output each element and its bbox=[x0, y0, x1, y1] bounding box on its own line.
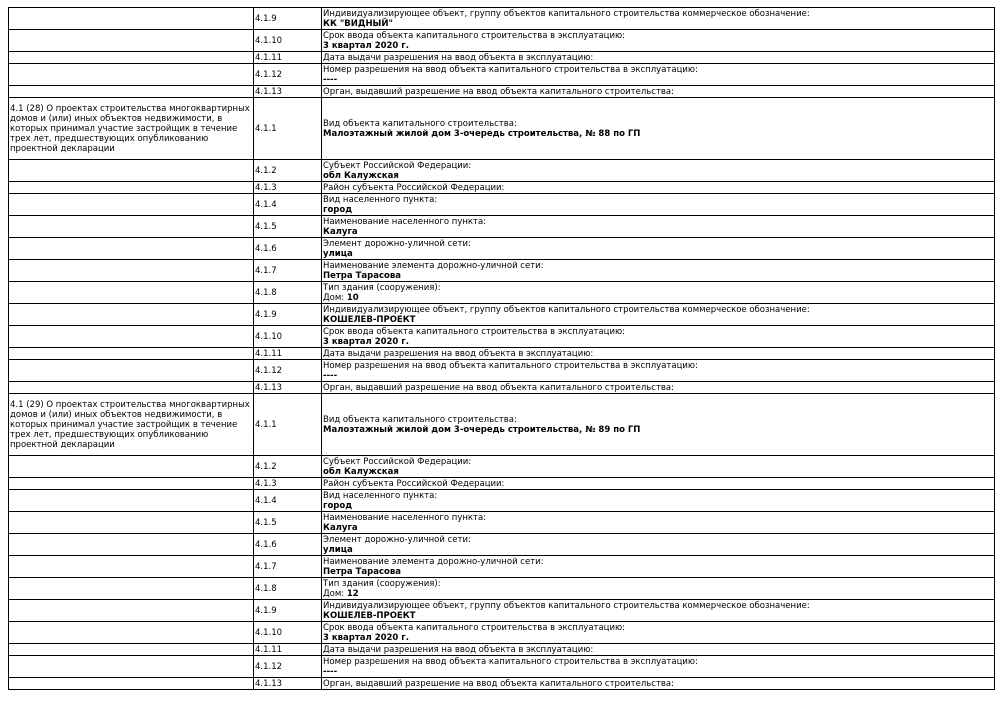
table-row bbox=[9, 238, 995, 260]
table-row bbox=[9, 348, 995, 360]
item-code: 4.1.9 bbox=[254, 304, 322, 326]
item-code: 4.1.7 bbox=[254, 556, 322, 578]
item-content bbox=[322, 30, 995, 52]
declaration-table bbox=[8, 7, 995, 690]
item-code: 4.1.13 bbox=[254, 382, 322, 394]
item-label: Вид объекта капитального строительства: bbox=[323, 414, 517, 425]
item-code: 4.1.13 bbox=[254, 678, 322, 690]
house-line bbox=[323, 589, 993, 599]
item-label: Индивидуализирующее объект, группу объектов капитального строительства коммерческое обозначение: bbox=[323, 8, 810, 19]
item-label: Субъект Российской Федерации: bbox=[323, 456, 472, 467]
table-row bbox=[9, 456, 995, 478]
item-code: 4.1.2 bbox=[254, 456, 322, 478]
table-row bbox=[9, 282, 995, 304]
item-label: Орган, выдавший разрешение на ввод объекта капитального строительства: bbox=[323, 382, 675, 393]
item-code: 4.1.3 bbox=[254, 478, 322, 490]
item-label: Субъект Российской Федерации: bbox=[323, 160, 472, 171]
item-code: 4.1.5 bbox=[254, 216, 322, 238]
item-content bbox=[322, 282, 995, 304]
table-row bbox=[9, 64, 995, 86]
item-code: 4.1.12 bbox=[254, 656, 322, 678]
item-value: город bbox=[323, 500, 353, 511]
section-cell bbox=[9, 578, 254, 600]
item-content bbox=[322, 260, 995, 282]
item-content bbox=[322, 490, 995, 512]
item-content bbox=[322, 182, 995, 194]
table-row bbox=[9, 52, 995, 64]
item-content bbox=[322, 382, 995, 394]
item-code: 4.1.8 bbox=[254, 282, 322, 304]
section-cell bbox=[9, 182, 254, 194]
item-value: Малоэтажный жилой дом 3-очередь строительства, № 89 по ГП bbox=[323, 424, 641, 435]
section-cell bbox=[9, 556, 254, 578]
table-row bbox=[9, 656, 995, 678]
item-value: Петра Тарасова bbox=[323, 270, 401, 281]
section-cell bbox=[9, 64, 254, 86]
item-code: 4.1.11 bbox=[254, 348, 322, 360]
item-code: 4.1.12 bbox=[254, 64, 322, 86]
section-cell bbox=[9, 478, 254, 490]
item-label: Наименование элемента дорожно-уличной сети: bbox=[323, 556, 544, 567]
item-code: 4.1.10 bbox=[254, 30, 322, 52]
item-code: 4.1.10 bbox=[254, 622, 322, 644]
section-cell bbox=[9, 260, 254, 282]
item-label: Номер разрешения на ввод объекта капитального строительства в эксплуатацию: bbox=[323, 64, 698, 75]
item-label: Номер разрешения на ввод объекта капитального строительства в эксплуатацию: bbox=[323, 360, 698, 371]
item-content bbox=[322, 216, 995, 238]
house-label: Дом: bbox=[323, 292, 345, 303]
item-label: Вид объекта капитального строительства: bbox=[323, 118, 517, 129]
table-row bbox=[9, 678, 995, 690]
section-cell bbox=[9, 8, 254, 30]
item-label: Тип здания (сооружения): bbox=[323, 282, 441, 293]
item-label: Вид населенного пункта: bbox=[323, 490, 438, 501]
item-content bbox=[322, 478, 995, 490]
item-label: Район субъекта Российской Федерации: bbox=[323, 478, 505, 489]
item-value: ---- bbox=[323, 74, 338, 85]
item-value: 3 квартал 2020 г. bbox=[323, 336, 409, 347]
item-code: 4.1.1 bbox=[254, 98, 322, 160]
item-label: Вид населенного пункта: bbox=[323, 194, 438, 205]
item-code: 4.1.9 bbox=[254, 8, 322, 30]
house-number: 12 bbox=[346, 588, 359, 599]
table-row bbox=[9, 394, 995, 456]
item-content bbox=[322, 98, 995, 160]
item-label: Наименование элемента дорожно-уличной сети: bbox=[323, 260, 544, 271]
item-code: 4.1.1 bbox=[254, 394, 322, 456]
item-label: Наименование населенного пункта: bbox=[323, 512, 487, 523]
item-value: КК "ВИДНЫЙ" bbox=[323, 18, 393, 29]
item-label: Тип здания (сооружения): bbox=[323, 578, 441, 589]
table-row bbox=[9, 86, 995, 98]
item-content bbox=[322, 556, 995, 578]
item-code: 4.1.10 bbox=[254, 326, 322, 348]
section-cell bbox=[9, 282, 254, 304]
item-content bbox=[322, 348, 995, 360]
table-row bbox=[9, 98, 995, 160]
item-content bbox=[322, 86, 995, 98]
item-code: 4.1.13 bbox=[254, 86, 322, 98]
item-code: 4.1.11 bbox=[254, 644, 322, 656]
item-label: Дата выдачи разрешения на ввод объекта в эксплуатацию: bbox=[323, 644, 594, 655]
item-content bbox=[322, 644, 995, 656]
item-code: 4.1.3 bbox=[254, 182, 322, 194]
item-label: Индивидуализирующее объект, группу объектов капитального строительства коммерческое обозначение: bbox=[323, 304, 810, 315]
table-row bbox=[9, 260, 995, 282]
section-cell bbox=[9, 304, 254, 326]
section-cell bbox=[9, 490, 254, 512]
item-content bbox=[322, 456, 995, 478]
item-code: 4.1.5 bbox=[254, 512, 322, 534]
item-code: 4.1.12 bbox=[254, 360, 322, 382]
table-row bbox=[9, 512, 995, 534]
section-cell bbox=[9, 678, 254, 690]
table-row bbox=[9, 490, 995, 512]
item-content bbox=[322, 8, 995, 30]
house-label: Дом: bbox=[323, 588, 345, 599]
item-value: город bbox=[323, 204, 353, 215]
table-row bbox=[9, 644, 995, 656]
table-row bbox=[9, 160, 995, 182]
item-value: Калуга bbox=[323, 522, 358, 533]
table-row bbox=[9, 216, 995, 238]
section-cell bbox=[9, 52, 254, 64]
section-title: 4.1 (28) О проектах строительства многоквартирных домов и (или) иных объектов недвижимости, в которых принимал участие застройщик в течение трех лет, предшествующих опубликованию проектной декларации bbox=[9, 98, 254, 160]
item-label: Наименование населенного пункта: bbox=[323, 216, 487, 227]
item-label: Срок ввода объекта капитального строительства в эксплуатацию: bbox=[323, 622, 626, 633]
section-cell bbox=[9, 600, 254, 622]
item-label: Элемент дорожно-уличной сети: bbox=[323, 534, 471, 545]
section-cell bbox=[9, 348, 254, 360]
item-content bbox=[322, 52, 995, 64]
item-label: Орган, выдавший разрешение на ввод объекта капитального строительства: bbox=[323, 86, 675, 97]
table-row bbox=[9, 600, 995, 622]
item-content bbox=[322, 622, 995, 644]
item-code: 4.1.2 bbox=[254, 160, 322, 182]
item-label: Срок ввода объекта капитального строительства в эксплуатацию: bbox=[323, 30, 626, 41]
item-content bbox=[322, 600, 995, 622]
table-row bbox=[9, 622, 995, 644]
item-label: Дата выдачи разрешения на ввод объекта в эксплуатацию: bbox=[323, 52, 594, 63]
item-label: Индивидуализирующее объект, группу объектов капитального строительства коммерческое обозначение: bbox=[323, 600, 810, 611]
table-row bbox=[9, 182, 995, 194]
section-cell bbox=[9, 644, 254, 656]
item-label: Район субъекта Российской Федерации: bbox=[323, 182, 505, 193]
section-cell bbox=[9, 512, 254, 534]
item-code: 4.1.7 bbox=[254, 260, 322, 282]
section-cell bbox=[9, 326, 254, 348]
item-code: 4.1.6 bbox=[254, 534, 322, 556]
table-row bbox=[9, 194, 995, 216]
table-row bbox=[9, 478, 995, 490]
item-value: обл Калужская bbox=[323, 170, 399, 181]
item-content bbox=[322, 534, 995, 556]
section-cell bbox=[9, 86, 254, 98]
item-label: Срок ввода объекта капитального строительства в эксплуатацию: bbox=[323, 326, 626, 337]
section-cell bbox=[9, 194, 254, 216]
item-code: 4.1.8 bbox=[254, 578, 322, 600]
item-content bbox=[322, 394, 995, 456]
item-code: 4.1.4 bbox=[254, 194, 322, 216]
item-value: 3 квартал 2020 г. bbox=[323, 632, 409, 643]
table-row bbox=[9, 556, 995, 578]
item-content bbox=[322, 160, 995, 182]
section-cell bbox=[9, 30, 254, 52]
section-cell bbox=[9, 456, 254, 478]
item-content bbox=[322, 678, 995, 690]
item-content bbox=[322, 194, 995, 216]
item-label: Номер разрешения на ввод объекта капитального строительства в эксплуатацию: bbox=[323, 656, 698, 667]
item-content bbox=[322, 238, 995, 260]
item-label: Дата выдачи разрешения на ввод объекта в эксплуатацию: bbox=[323, 348, 594, 359]
table-row bbox=[9, 326, 995, 348]
item-code: 4.1.6 bbox=[254, 238, 322, 260]
house-line bbox=[323, 293, 993, 303]
table-row bbox=[9, 382, 995, 394]
item-content bbox=[322, 512, 995, 534]
section-cell bbox=[9, 360, 254, 382]
section-cell bbox=[9, 216, 254, 238]
section-cell bbox=[9, 656, 254, 678]
item-value: улица bbox=[323, 544, 353, 555]
section-cell bbox=[9, 238, 254, 260]
item-value: Малоэтажный жилой дом 3-очередь строительства, № 88 по ГП bbox=[323, 128, 641, 139]
item-content bbox=[322, 304, 995, 326]
table-row bbox=[9, 30, 995, 52]
section-cell bbox=[9, 534, 254, 556]
item-content bbox=[322, 64, 995, 86]
item-value: КОШЕЛЕВ-ПРОЕКТ bbox=[323, 610, 416, 621]
item-label: Орган, выдавший разрешение на ввод объекта капитального строительства: bbox=[323, 678, 675, 689]
item-value: КОШЕЛЕВ-ПРОЕКТ bbox=[323, 314, 416, 325]
section-cell bbox=[9, 622, 254, 644]
item-content bbox=[322, 360, 995, 382]
table-row bbox=[9, 360, 995, 382]
house-number: 10 bbox=[346, 292, 359, 303]
section-cell bbox=[9, 382, 254, 394]
item-label: Элемент дорожно-уличной сети: bbox=[323, 238, 471, 249]
section-title: 4.1 (29) О проектах строительства многоквартирных домов и (или) иных объектов недвижимости, в которых принимал участие застройщик в течение трех лет, предшествующих опубликованию проектной декларации bbox=[9, 394, 254, 456]
table-row bbox=[9, 578, 995, 600]
table-row bbox=[9, 8, 995, 30]
item-value: улица bbox=[323, 248, 353, 259]
item-value: ---- bbox=[323, 666, 338, 677]
item-content bbox=[322, 578, 995, 600]
item-value: обл Калужская bbox=[323, 466, 399, 477]
item-value: Петра Тарасова bbox=[323, 566, 401, 577]
item-code: 4.1.9 bbox=[254, 600, 322, 622]
section-cell bbox=[9, 160, 254, 182]
item-code: 4.1.4 bbox=[254, 490, 322, 512]
item-value: Калуга bbox=[323, 226, 358, 237]
table-row bbox=[9, 534, 995, 556]
item-value: ---- bbox=[323, 370, 338, 381]
item-code: 4.1.11 bbox=[254, 52, 322, 64]
item-content bbox=[322, 326, 995, 348]
table-row bbox=[9, 304, 995, 326]
item-value: 3 квартал 2020 г. bbox=[323, 40, 409, 51]
item-content bbox=[322, 656, 995, 678]
